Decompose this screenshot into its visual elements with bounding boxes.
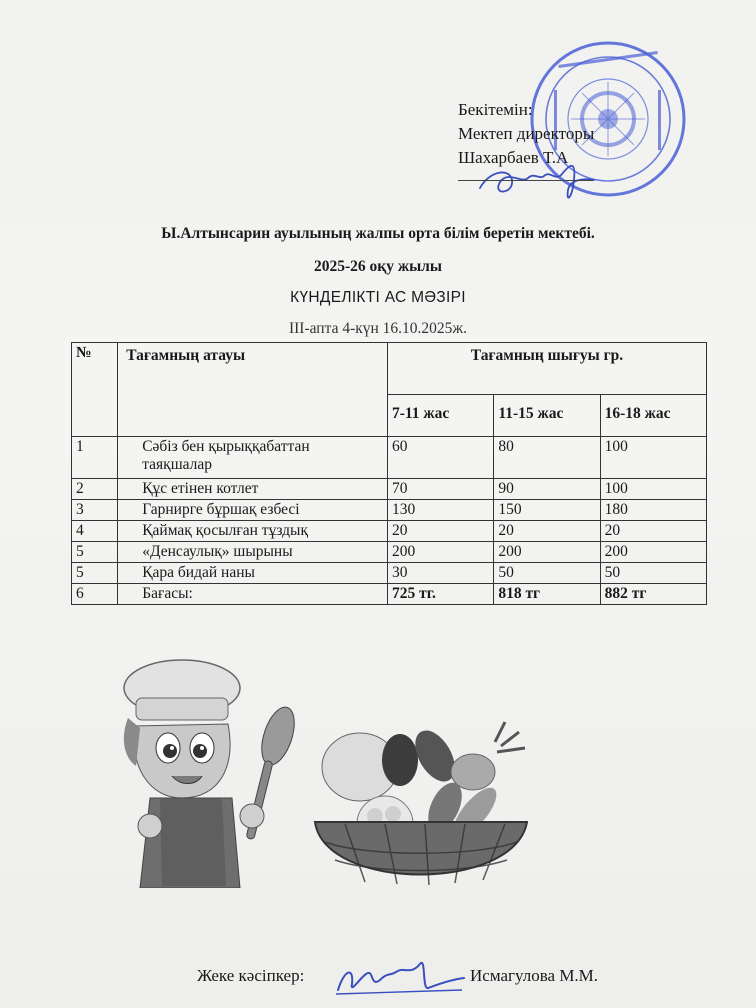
yield-16-18: 100 (600, 479, 706, 500)
yield-16-18: 180 (600, 500, 706, 521)
yield-7-11: 130 (387, 500, 493, 521)
header-dish-name: Тағамның атауы (118, 343, 388, 437)
row-number: 2 (72, 479, 118, 500)
row-number: 5 (72, 542, 118, 563)
table-row (72, 563, 707, 584)
page-title: КҮНДЕЛІКТІ АС МӘЗІРІ (290, 289, 466, 306)
yield-11-15: 50 (494, 563, 600, 584)
yield-16-18: 100 (600, 437, 706, 479)
approval-position: Мектеп директоры (458, 124, 595, 143)
yield-7-11: 30 (387, 563, 493, 584)
yield-11-15: 200 (494, 542, 600, 563)
table-row (72, 437, 707, 479)
yield-7-11: 200 (387, 542, 493, 563)
school-name: Ы.Алтынсарин ауылының жалпы орта білім беретін мектебі. (161, 225, 595, 242)
dish-name: Гарнирге бұршақ езбесі (118, 500, 388, 521)
row-number: 1 (72, 437, 118, 479)
yield-11-15: 80 (494, 437, 600, 479)
row-number: 6 (72, 584, 118, 605)
row-number: 3 (72, 500, 118, 521)
yield-11-15: 150 (494, 500, 600, 521)
header-age-group: 7-11 жас (387, 395, 493, 437)
row-number: 5 (72, 563, 118, 584)
row-number: 4 (72, 521, 118, 542)
dish-name: Қара бидай наны (118, 563, 388, 584)
dish-name: Сәбіз бен қырыққабаттан таяқшалар (118, 437, 388, 479)
approval-label: Бекітемін: (458, 100, 533, 119)
price-16-18: 882 тг (600, 584, 706, 605)
menu-table (71, 342, 707, 605)
yield-7-11: 20 (387, 521, 493, 542)
dish-name: Қаймақ қосылған тұздық (118, 521, 388, 542)
yield-16-18: 20 (600, 521, 706, 542)
chef-boy-illustration (110, 648, 310, 888)
entrepreneur-label: Жеке кәсіпкер: (197, 966, 305, 985)
yield-16-18: 50 (600, 563, 706, 584)
vegetable-basket-illustration (305, 712, 535, 892)
price-label: Бағасы: (118, 584, 388, 605)
entrepreneur-name: Исмагулова М.М. (470, 966, 599, 985)
week-day-date: ІІІ-апта 4-күн 16.10.2025ж. (288, 320, 468, 337)
yield-7-11: 60 (387, 437, 493, 479)
table-row (72, 500, 707, 521)
table-row (72, 542, 707, 563)
yield-11-15: 90 (494, 479, 600, 500)
signature-line (458, 180, 593, 181)
header-yield: Тағамның шығуы гр. (387, 343, 706, 395)
table-row (72, 521, 707, 542)
school-year: 2025-26 оқу жылы (314, 258, 442, 275)
dish-name: «Денсаулық» шырыны (118, 542, 388, 563)
yield-11-15: 20 (494, 521, 600, 542)
approval-director-name: Шахарбаев Т.А (458, 148, 569, 167)
header-age-group: 11-15 жас (494, 395, 600, 437)
price-row (72, 584, 707, 605)
approval-block (458, 98, 594, 170)
header-age-group: 16-18 жас (600, 395, 706, 437)
price-11-15: 818 тг (494, 584, 600, 605)
yield-7-11: 70 (387, 479, 493, 500)
entrepreneur-signature (330, 950, 470, 1000)
header-number: № (72, 343, 118, 437)
price-7-11: 725 тг. (387, 584, 493, 605)
table-row (72, 479, 707, 500)
yield-16-18: 200 (600, 542, 706, 563)
dish-name: Құс етінен котлет (118, 479, 388, 500)
